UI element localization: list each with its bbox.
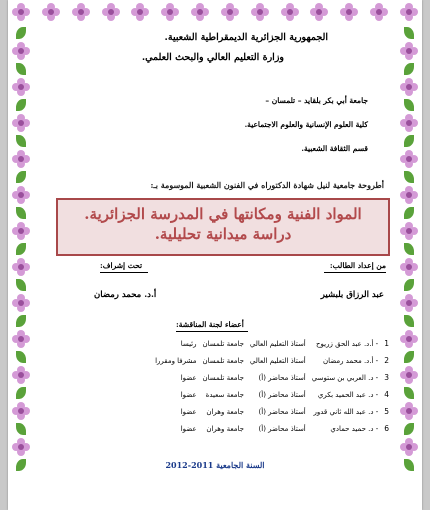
university-name: جامعة أبي بكر بلقايد – تلمسان – — [265, 96, 368, 105]
flower-icon — [12, 3, 30, 21]
member-number: 2 — [384, 356, 389, 365]
leaf-icon — [402, 62, 416, 76]
member-number: 6 — [384, 424, 389, 433]
member-university: جامعة تلمسان — [202, 373, 244, 382]
committee-heading: أعضاء لجنة المناقشة: — [176, 320, 244, 329]
academic-year: السنة الجامعية 2011-2012 — [165, 460, 265, 470]
member-number: 1 — [384, 339, 389, 348]
member-number: 3 — [384, 373, 389, 382]
committee-table — [152, 335, 392, 437]
document-content — [38, 0, 392, 510]
flower-icon — [400, 402, 418, 420]
leaf-icon — [402, 350, 416, 364]
flower-icon — [12, 78, 30, 96]
leaf-icon — [14, 242, 28, 256]
leaf-icon — [402, 422, 416, 436]
member-rank: أستاذ محاضر (أ) — [258, 373, 306, 382]
member-role: عضوا — [180, 407, 197, 416]
faculty-name: كلية العلوم الإنسانية والعلوم الاجتماعية. — [244, 120, 368, 129]
member-name: - د. العربي بن ستوسي — [311, 373, 379, 382]
leaf-icon — [14, 134, 28, 148]
flower-icon — [12, 222, 30, 240]
flower-icon — [12, 402, 30, 420]
document-page — [8, 0, 422, 510]
flower-icon — [400, 3, 418, 21]
leaf-icon — [14, 62, 28, 76]
member-name: - د. عبد الله ثاني قدور — [313, 407, 379, 416]
flower-icon — [12, 258, 30, 276]
member-university: جامعة وهران — [206, 407, 244, 416]
leaf-icon — [402, 242, 416, 256]
flower-icon — [400, 366, 418, 384]
right-floral-border — [399, 26, 419, 510]
member-university: جامعة سعيدة — [205, 390, 244, 399]
leaf-icon — [402, 170, 416, 184]
thesis-title-line2: دراسة ميدانية تحليلية. — [154, 225, 292, 243]
member-name: - أ.د. محمد رمضان — [323, 356, 379, 365]
member-number: 5 — [384, 407, 389, 416]
leaf-icon — [402, 206, 416, 220]
flower-icon — [400, 258, 418, 276]
republic-heading: الجمهورية الجزائرية الديمقراطية الشعبية. — [164, 32, 328, 43]
member-role: عضوا — [180, 373, 197, 382]
member-role: عضوا — [180, 424, 197, 433]
thesis-title-line1: المواد الفنية ومكانتها في المدرسة الجزائرية. — [84, 205, 362, 223]
table-row — [152, 335, 392, 352]
flower-icon — [12, 150, 30, 168]
leaf-icon — [14, 98, 28, 112]
committee-heading-underline — [176, 331, 248, 332]
flower-icon — [400, 42, 418, 60]
leaf-icon — [402, 386, 416, 400]
member-role: مشرفا ومقررا — [155, 356, 197, 365]
leaf-icon — [14, 314, 28, 328]
flower-icon — [400, 114, 418, 132]
member-name: - د. حميد حمادي — [330, 424, 379, 433]
flower-icon — [400, 150, 418, 168]
member-role: عضوا — [180, 390, 197, 399]
table-row — [152, 386, 392, 403]
supervisor-label-underline — [100, 272, 148, 273]
table-row — [152, 369, 392, 386]
flower-icon — [12, 294, 30, 312]
flower-icon — [400, 438, 418, 456]
flower-icon — [12, 42, 30, 60]
member-number: 4 — [384, 390, 389, 399]
leaf-icon — [14, 26, 28, 40]
table-row — [152, 403, 392, 420]
member-university: جامعة تلمسان — [202, 356, 244, 365]
leaf-icon — [14, 386, 28, 400]
flower-icon — [12, 186, 30, 204]
flower-icon — [400, 294, 418, 312]
flower-icon — [12, 438, 30, 456]
flower-icon — [400, 78, 418, 96]
student-label: من إعداد الطالب: — [329, 261, 386, 270]
member-name: - د. عبد الحميد بكري — [317, 390, 379, 399]
student-label-underline — [324, 272, 386, 273]
member-rank: أستاذ محاضر (أ) — [258, 390, 306, 399]
flower-icon — [12, 330, 30, 348]
member-name: - أ.د. عبد الحق زريوح — [316, 339, 379, 348]
flower-icon — [400, 330, 418, 348]
member-rank: أستاذ التعليم العالي — [249, 356, 306, 365]
leaf-icon — [14, 278, 28, 292]
flower-icon — [400, 186, 418, 204]
leaf-icon — [402, 278, 416, 292]
leaf-icon — [402, 26, 416, 40]
supervisor-name: أ.د. محمد رمضان — [94, 290, 157, 300]
member-rank: أستاذ محاضر (أ) — [258, 424, 306, 433]
student-name: عبد الرزاق بلبشير — [320, 290, 384, 300]
thesis-intro: أطروحة جامعية لنيل شهادة الدكتوراه في الفنون الشعبية الموسومة بـ: — [150, 180, 384, 190]
flower-icon — [12, 114, 30, 132]
member-rank: أستاذ محاضر (أ) — [258, 407, 306, 416]
leaf-icon — [402, 314, 416, 328]
leaf-icon — [402, 98, 416, 112]
supervisor-label: تحت إشراف: — [100, 261, 143, 270]
table-row — [152, 420, 392, 437]
table-row — [152, 352, 392, 369]
member-role: رئيسا — [180, 339, 197, 348]
thesis-title-box — [56, 198, 390, 256]
leaf-icon — [14, 170, 28, 184]
member-rank: أستاذ التعليم العالي — [249, 339, 306, 348]
flower-icon — [12, 366, 30, 384]
leaf-icon — [402, 134, 416, 148]
leaf-icon — [14, 458, 28, 472]
leaf-icon — [14, 422, 28, 436]
flower-icon — [400, 222, 418, 240]
leaf-icon — [14, 206, 28, 220]
ministry-heading: وزارة التعليم العالي والبحث العلمي. — [141, 52, 284, 63]
leaf-icon — [14, 350, 28, 364]
member-university: جامعة وهران — [206, 424, 244, 433]
department-name: قسم الثقافة الشعبية. — [301, 144, 368, 153]
member-university: جامعة تلمسان — [202, 339, 244, 348]
leaf-icon — [402, 458, 416, 472]
left-floral-border — [11, 26, 31, 510]
